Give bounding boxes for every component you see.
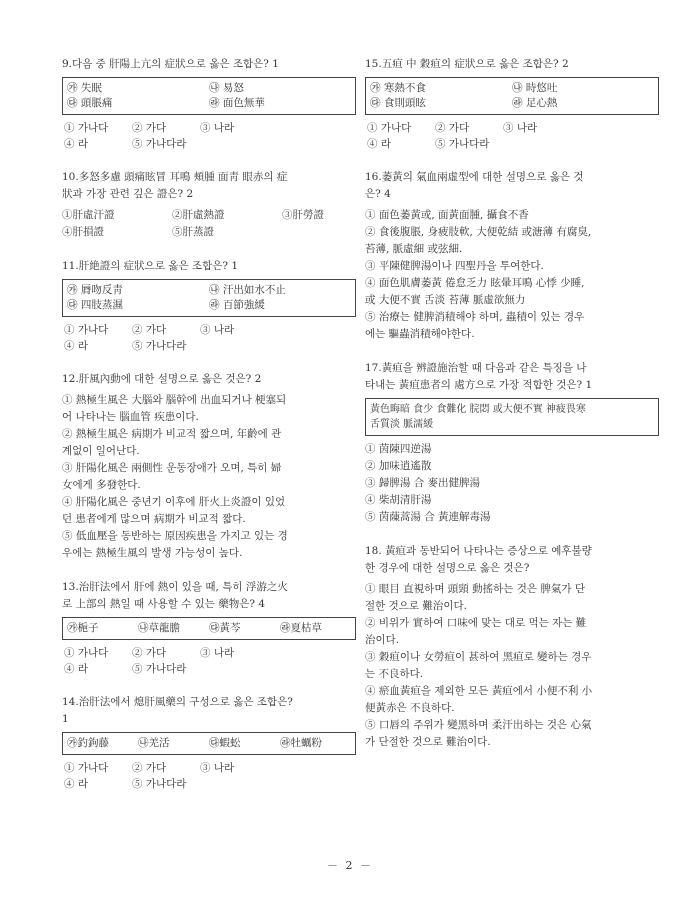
question-stem (62, 694, 356, 728)
answer-line: ⑤ 口唇의 주위가 變黑하며 柔汗出하는 것은 心氣 (365, 719, 592, 731)
page-number: － 2 － (327, 859, 373, 872)
answer-option: ① 가나다 (64, 762, 109, 774)
answer-option: ① 가나다 (64, 647, 109, 659)
choice-item: ㉱ 足心熱 (512, 97, 558, 109)
question-9 (62, 56, 356, 152)
answer-options-row (62, 120, 356, 136)
answer-option: ② 가다 (132, 762, 167, 774)
answer-option: ② 가다 (132, 122, 167, 134)
question-13 (62, 579, 356, 677)
answer-option: ② 가다 (435, 122, 470, 134)
stem-line: 16.萎黃의 氣血兩虛型에 대한 설명으로 옳은 것 (365, 171, 584, 183)
answer-option: ③ 나라 (503, 122, 538, 134)
answer-option: ④ 柴胡清肝湯 (365, 494, 432, 506)
answer-list (365, 581, 659, 751)
answer-option: ⑤ 가나다라 (132, 663, 187, 675)
right-column (365, 56, 659, 768)
question-15 (365, 56, 659, 152)
answer-options-row (62, 760, 356, 776)
choice-row (67, 736, 351, 751)
choice-item: ㉯羌活 (138, 737, 170, 749)
answer-options-row (62, 645, 356, 661)
choice-row (67, 81, 351, 96)
answer-options-row (365, 136, 659, 152)
answer-line: 治이다. (365, 634, 400, 646)
answer-line: 계없이 일어난다. (62, 445, 140, 457)
question-stem (365, 169, 659, 203)
choice-item: ㉰蝦蚣 (209, 737, 241, 749)
answer-options-row (365, 120, 659, 136)
answer-line: 가 단절한 것으로 難治이다. (365, 736, 491, 748)
choice-item: ㉱ 百節強緩 (209, 299, 265, 311)
answer-option: ⑤ 가나다라 (132, 138, 187, 150)
answer-option: ④ 라 (64, 778, 88, 790)
answer-line: 우에는 熱極生風의 발생 가능성이 높다. (62, 547, 243, 559)
answer-option: ① 茵陳四逆湯 (365, 443, 432, 455)
answer-option: ③ 나라 (200, 122, 235, 134)
choice-row (67, 621, 351, 636)
answer-option: ⑤ 가나다라 (435, 138, 490, 150)
choice-row (67, 96, 351, 111)
answer-line: 女에게 多發한다. (62, 479, 141, 491)
answer-line: ① 熱極生風은 大腦와 腦幹에 出血되거나 梗塞되 (62, 394, 287, 406)
choice-row (67, 283, 351, 298)
answer-line: ④ 面色肌膚萎黃 倦怠乏力 眩暈耳鳴 心悸 少睡, (365, 277, 585, 289)
stem-line: 타내는 黃疸患者의 處方으로 가장 적합한 것은? 1 (365, 379, 593, 391)
choice-item: ㉯ 汗出如水不止 (209, 284, 286, 296)
stem-line: 17.黃疸을 辨證施治할 때 다음과 같은 특징을 나 (365, 362, 587, 374)
answer-option: ④ 라 (64, 663, 88, 675)
answer-line: ⑤ 治療는 健脾消積해야 하며, 蟲積이 있는 경우 (365, 311, 585, 323)
answer-option: ①肝虛汗證 (62, 209, 115, 221)
choice-box (365, 77, 659, 115)
answer-option: ④ 라 (64, 340, 88, 352)
answer-option: ② 加味逍遙散 (365, 460, 432, 472)
answer-list (365, 441, 659, 526)
answer-line: ③ 穀疸이나 女勞疸이 甚하여 黑疸로 變하는 경우 (365, 651, 592, 663)
answer-option: ⑤ 가나다라 (132, 340, 187, 352)
answer-line: 던 患者에게 많으며 病期가 비교적 짧다. (62, 513, 246, 525)
question-stem: 11.肝絶證의 症狀으로 옳은 조합은? 1 (62, 260, 239, 272)
choice-item: ㉰黃芩 (209, 622, 241, 634)
question-stem: 15.五疸 中 穀疸의 症狀으로 옳은 조합은? 2 (365, 58, 569, 70)
question-18 (365, 543, 659, 751)
stem-line: 14.治肝法에서 熄肝風藥의 구성으로 옳은 조합은? (62, 696, 293, 708)
choice-item: ㉮釣鉤藤 (67, 737, 109, 749)
choice-item: ㉱ 面色無華 (209, 97, 265, 109)
answer-line: ① 面色萎黃或, 面黃面腫, 攝食不香 (365, 209, 529, 221)
answer-option: ② 가다 (132, 324, 167, 336)
answer-option: ③ 나라 (200, 324, 235, 336)
answer-line: ② 熱極生風은 病期가 비교적 짧으며, 年齡에 관 (62, 428, 282, 440)
choice-item: ㉰ 頭脹痛 (67, 97, 113, 109)
answer-option: ① 가나다 (64, 122, 109, 134)
answer-line: ② 비위가 實하여 口味에 맞는 대로 먹는 자는 難 (365, 617, 587, 629)
answer-line: ① 眼目 直視하며 頭頸 動搖하는 것은 脾氣가 단 (365, 583, 586, 595)
question-stem: 9.다음 중 肝陽上亢의 症狀으로 옳은 조합은? 1 (62, 58, 279, 70)
choice-item: ㉯ 時悠吐 (512, 82, 558, 94)
choice-row (67, 298, 351, 313)
question-17 (365, 360, 659, 526)
answer-option: ④肝損證 (62, 226, 104, 238)
answer-option: ① 가나다 (367, 122, 412, 134)
choice-row (370, 96, 654, 111)
symptom-line: 舌質淡 脈濡緩 (370, 419, 434, 430)
question-11 (62, 258, 356, 354)
symptom-box (365, 398, 659, 436)
stem-line: 은? 4 (365, 188, 391, 200)
choice-row (370, 81, 654, 96)
answer-option: ② 가다 (132, 647, 167, 659)
stem-line: 한 경우에 대한 설명으로 옳은 것은? (365, 562, 530, 574)
choice-item: ㉰ 食則頭眩 (370, 97, 426, 109)
answer-option: ④ 라 (64, 138, 88, 150)
choice-item: ㉱夏枯草 (280, 622, 322, 634)
choice-item: ㉮梔子 (67, 622, 99, 634)
choice-box (62, 77, 356, 115)
answer-line: 는 不良하다. (365, 668, 424, 680)
question-stem (62, 579, 356, 613)
question-16 (365, 169, 659, 343)
choice-box (62, 279, 356, 317)
question-stem: 12.肝風內動에 대한 설명으로 옳은 것은? 2 (62, 373, 262, 385)
answer-option: ③ 歸脾湯 合 麥出健脾湯 (365, 477, 481, 489)
choice-item: ㉮ 失眠 (67, 82, 102, 94)
answer-line: ② 食後腹脹, 身疲肢軟, 大便乾結 或溏薄 有腐臭, (365, 226, 592, 238)
answer-option: ③ 나라 (200, 762, 235, 774)
choice-item: ㉮ 脣吻反靑 (67, 284, 123, 296)
answer-option: ⑤ 가나다라 (132, 778, 187, 790)
question-10 (62, 169, 356, 241)
symptom-line: 黃色晦暗 食少 食難化 脘悶 或大便不實 神疲畏寒 (370, 404, 586, 415)
answer-line: ④ 瘀血黃疸을 제외한 모든 黃疸에서 小便不利 小 (365, 685, 593, 697)
question-12 (62, 371, 356, 562)
choice-item: ㉮ 寒熱不食 (370, 82, 426, 94)
answer-option: ③ 나라 (200, 647, 235, 659)
stem-line: 狀과 가장 관련 깊은 證은? 2 (62, 188, 194, 200)
choice-item: ㉯草龍膽 (138, 622, 180, 634)
choice-box (62, 732, 356, 755)
stem-line: 1 (62, 713, 69, 725)
answer-line: ⑤ 低血壓을 동반하는 原因疾患을 가지고 있는 경 (62, 530, 288, 542)
stem-line: 18. 黃疸과 동반되어 나타나는 증상으로 예후불량 (365, 545, 592, 557)
answer-options-row (62, 776, 356, 792)
answer-line: 或 大便不實 舌淡 苔薄 脈虛欲無力 (365, 294, 526, 306)
answer-line: 절한 것으로 難治이다. (365, 600, 468, 612)
answer-line: ③ 平陳健脾湯이나 四聖丹을 투여한다. (365, 260, 544, 272)
answer-option: ⑤肝蒸證 (172, 226, 214, 238)
answer-options-row (62, 136, 356, 152)
answer-option: ① 가나다 (64, 324, 109, 336)
stem-line: 로 上部의 熱일 때 사용할 수 있는 藥物은? 4 (62, 598, 266, 610)
answer-options-row (62, 322, 356, 338)
answer-line: ③ 肝陽化風은 兩側性 운동장애가 오며, 특히 婦 (62, 462, 282, 474)
answer-option: ⑤ 茵蔯蒿湯 合 黃連解毒湯 (365, 511, 491, 523)
stem-line: 10.多怒多慮 頭痛眩冒 耳鳴 頰腫 面靑 眼赤의 症 (62, 171, 288, 183)
question-stem (365, 360, 659, 394)
choice-item: ㉯ 易怒 (209, 82, 244, 94)
question-stem (365, 543, 659, 577)
answer-option: ④ 라 (367, 138, 391, 150)
choice-box (62, 617, 356, 640)
choice-item: ㉱牡蠣粉 (280, 737, 322, 749)
answer-line: 어 나타나는 腦血管 疾患이다. (62, 411, 199, 423)
question-stem (62, 169, 356, 203)
answer-option: ②肝虛熱證 (172, 209, 225, 221)
answer-list (365, 207, 659, 343)
answer-option: ③肝勞證 (282, 209, 324, 221)
answer-options-row (62, 338, 356, 354)
left-column (62, 56, 356, 809)
answer-options (62, 207, 356, 241)
choice-item: ㉰ 四肢蒸濕 (67, 299, 123, 311)
question-14 (62, 694, 356, 792)
answer-list (62, 392, 356, 562)
answer-line: 苔薄, 脈虛細 或弦細. (365, 243, 463, 255)
answer-options-row (62, 661, 356, 677)
answer-line: 便黃赤은 不良하다. (365, 702, 455, 714)
answer-line: 에는 驅蟲消積해야한다. (365, 328, 475, 340)
stem-line: 13.治肝法에서 肝에 熱이 있을 때, 특히 浮游之火 (62, 581, 288, 593)
answer-line: ④ 肝陽化風은 중년기 이후에 肝火上炎證이 있었 (62, 496, 286, 508)
